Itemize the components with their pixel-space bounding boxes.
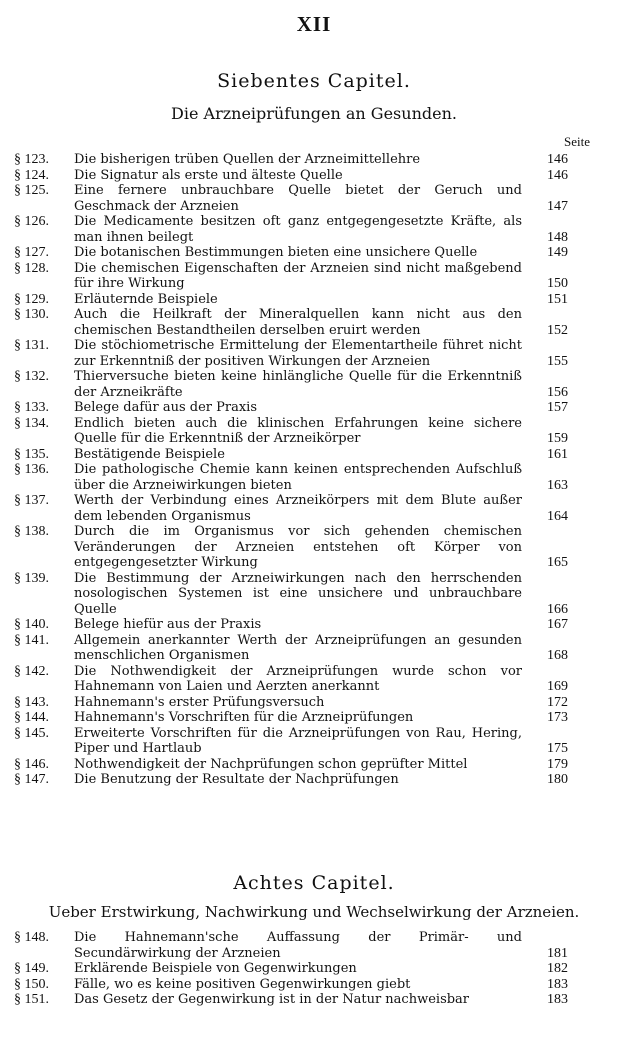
page-reference: 166 xyxy=(547,601,568,617)
section-number: § 128. xyxy=(14,260,49,276)
section-number: § 136. xyxy=(14,462,49,477)
section-title: Die Nothwendigkeit der Arzneiprüfungen wurde schon vor Hahnemann von Laien und Aerzten anerkannt xyxy=(74,663,522,694)
page-reference: 182 xyxy=(547,961,568,976)
page-number: XII xyxy=(296,12,332,36)
section-number: § 140. xyxy=(14,617,49,632)
section-number: § 138. xyxy=(14,524,49,539)
toc-entry xyxy=(14,214,568,245)
section-title: Belege dafür aus der Praxis xyxy=(74,400,258,415)
section-number: § 147. xyxy=(14,772,49,787)
section-number: § 125. xyxy=(14,183,49,198)
page-reference: 179 xyxy=(547,756,568,772)
section-title: Die Bestimmung der Arzneiwirkungen nach den herrschenden nosologischen Systemen ist eine unsichere und unbrauchbare Quelle xyxy=(74,570,522,617)
section-title: Erläuternde Beispiele xyxy=(74,291,218,307)
section-number: § 133. xyxy=(14,400,49,415)
section-number: § 148. xyxy=(14,930,49,945)
toc-entry xyxy=(14,961,568,977)
section-number: § 123. xyxy=(14,152,49,167)
page-reference: 183 xyxy=(547,992,568,1007)
page-reference: 172 xyxy=(547,694,568,710)
page-reference: 173 xyxy=(547,710,568,725)
section-title: Die chemischen Eigenschaften der Arzneien sind nicht maßgebend für ihre Wirkung xyxy=(74,260,522,291)
section-number: § 137. xyxy=(14,493,49,508)
section-number: § 132. xyxy=(14,369,49,384)
toc-entry xyxy=(14,664,568,695)
section-number: § 141. xyxy=(14,632,49,648)
section-number: § 135. xyxy=(14,446,49,462)
section-title: Werth der Verbindung eines Arzneikörpers mit dem Blute außer dem lebenden Organismus xyxy=(74,493,522,524)
section-title: Belege hiefür aus der Praxis xyxy=(74,617,262,632)
section-title: Die stöchiometrische Ermittelung der Elementartheile führet nicht zur Erkenntniß der positiven Wirkungen der Arzneien xyxy=(74,338,522,369)
section-number: § 130. xyxy=(14,307,49,322)
chapter-7-toc xyxy=(14,152,568,788)
toc-entry xyxy=(14,292,568,308)
page-reference: 168 xyxy=(547,648,568,663)
page-reference: 183 xyxy=(547,976,568,992)
toc-entry xyxy=(14,633,568,664)
section-number: § 127. xyxy=(14,245,49,260)
section-title: Die Hahnemann'sche Auffassung der Primär- und Secundärwirkung der Arzneien xyxy=(74,930,522,961)
page-reference: 169 xyxy=(547,679,568,694)
section-title: Fälle, wo es keine positiven Gegenwirkungen giebt xyxy=(74,976,411,992)
toc-entry xyxy=(14,493,568,524)
toc-entry xyxy=(14,617,568,633)
toc-entry xyxy=(14,977,568,993)
page-reference: 152 xyxy=(547,322,568,338)
section-number: § 143. xyxy=(14,694,49,710)
section-number: § 150. xyxy=(14,976,49,992)
toc-entry xyxy=(14,462,568,493)
page-reference: 156 xyxy=(547,384,568,400)
page-reference: 146 xyxy=(547,152,568,167)
toc-entry xyxy=(14,772,568,788)
toc-entry xyxy=(14,695,568,711)
toc-entry xyxy=(14,992,568,1008)
toc-entry xyxy=(14,524,568,571)
page-reference: 149 xyxy=(547,245,568,260)
section-number: § 146. xyxy=(14,756,49,772)
chapter-7-title: Siebentes Capitel. xyxy=(217,70,411,92)
section-title: Die Benutzung der Resultate der Nachprüfungen xyxy=(74,772,399,787)
page-reference: 147 xyxy=(547,198,568,214)
section-number: § 144. xyxy=(14,710,49,725)
toc-entry xyxy=(14,168,568,184)
page-reference: 167 xyxy=(547,617,568,632)
section-title: Die Signatur als erste und älteste Quelle xyxy=(74,167,343,183)
toc-entry xyxy=(14,757,568,773)
page-reference: 151 xyxy=(547,291,568,307)
page-reference: 148 xyxy=(547,229,568,245)
toc-entry xyxy=(14,416,568,447)
section-title: Eine fernere unbrauchbare Quelle bietet der Geruch und Geschmack der Arzneien xyxy=(74,183,522,214)
section-number: § 139. xyxy=(14,570,49,586)
section-title: Erklärende Beispiele von Gegenwirkungen xyxy=(74,961,357,976)
chapter-8-title: Achtes Capitel. xyxy=(233,872,395,894)
page-reference: 180 xyxy=(547,772,568,787)
section-number: § 129. xyxy=(14,291,49,307)
toc-entry xyxy=(14,726,568,757)
chapter-8-toc xyxy=(14,930,568,1008)
page-reference: 181 xyxy=(547,945,568,961)
section-title: Auch die Heilkraft der Mineralquellen kann nicht aus den chemischen Bestandtheilen derselben eruirt werden xyxy=(74,307,522,338)
page-reference: 165 xyxy=(547,555,568,570)
page-reference: 150 xyxy=(547,276,568,291)
section-title: Die Medicamente besitzen oft ganz entgegengesetzte Kräfte, als man ihnen beilegt xyxy=(74,214,522,245)
toc-entry xyxy=(14,571,568,618)
section-number: § 149. xyxy=(14,961,49,976)
section-title: Bestätigende Beispiele xyxy=(74,446,225,462)
toc-entry xyxy=(14,307,568,338)
section-title: Thierversuche bieten keine hinlängliche Quelle für die Erkenntniß der Arzneikräfte xyxy=(74,369,522,400)
section-title: Die botanischen Bestimmungen bieten eine unsichere Quelle xyxy=(74,245,478,260)
toc-entry xyxy=(14,245,568,261)
chapter-8-subtitle: Ueber Erstwirkung, Nachwirkung und Wechselwirkung der Arzneien. xyxy=(48,903,580,921)
section-title: Nothwendigkeit der Nachprüfungen schon geprüfter Mittel xyxy=(74,756,468,772)
section-title: Hahnemann's erster Prüfungsversuch xyxy=(74,694,325,710)
toc-entry xyxy=(14,338,568,369)
toc-entry xyxy=(14,261,568,292)
toc-entry xyxy=(14,447,568,463)
page-reference: 157 xyxy=(547,400,568,415)
section-title: Das Gesetz der Gegenwirkung ist in der Natur nachweisbar xyxy=(74,992,470,1007)
seite-column-label: Seite xyxy=(564,134,590,149)
page-reference: 155 xyxy=(547,353,568,369)
section-title: Die pathologische Chemie kann keinen entsprechenden Aufschluß über die Arzneiwirkungen bieten xyxy=(74,462,522,493)
toc-entry xyxy=(14,930,568,961)
section-number: § 142. xyxy=(14,663,49,679)
toc-entry xyxy=(14,710,568,726)
toc-entry xyxy=(14,400,568,416)
page-reference: 164 xyxy=(547,508,568,524)
section-title: Die bisherigen trüben Quellen der Arzneimittellehre xyxy=(74,152,421,167)
section-number: § 124. xyxy=(14,167,49,183)
section-number: § 145. xyxy=(14,725,49,741)
page-reference: 161 xyxy=(547,446,568,462)
page-reference: 159 xyxy=(547,431,568,446)
section-number: § 126. xyxy=(14,214,49,229)
toc-entry xyxy=(14,152,568,168)
section-number: § 131. xyxy=(14,338,49,353)
section-number: § 134. xyxy=(14,415,49,431)
page-reference: 146 xyxy=(547,167,568,183)
chapter-7-subtitle: Die Arzneiprüfungen an Gesunden. xyxy=(171,104,457,123)
toc-entry xyxy=(14,183,568,214)
section-title: Durch die im Organismus vor sich gehenden chemischen Veränderungen der Arzneien entstehen oft Körper von entgegengesetzter Wirkung xyxy=(74,524,522,570)
toc-entry xyxy=(14,369,568,400)
section-number: § 151. xyxy=(14,992,49,1007)
section-title: Erweiterte Vorschriften für die Arzneiprüfungen von Rau, Hering, Piper und Hartlaub xyxy=(74,725,522,756)
page-reference: 163 xyxy=(547,477,568,493)
section-title: Allgemein anerkannter Werth der Arzneiprüfungen an gesunden menschlichen Organismen xyxy=(74,632,522,663)
page-reference: 175 xyxy=(547,741,568,756)
section-title: Hahnemann's Vorschriften für die Arzneiprüfungen xyxy=(74,710,414,725)
section-title: Endlich bieten auch die klinischen Erfahrungen keine sichere Quelle für die Erkenntniß der Arzneikörper xyxy=(74,415,522,446)
